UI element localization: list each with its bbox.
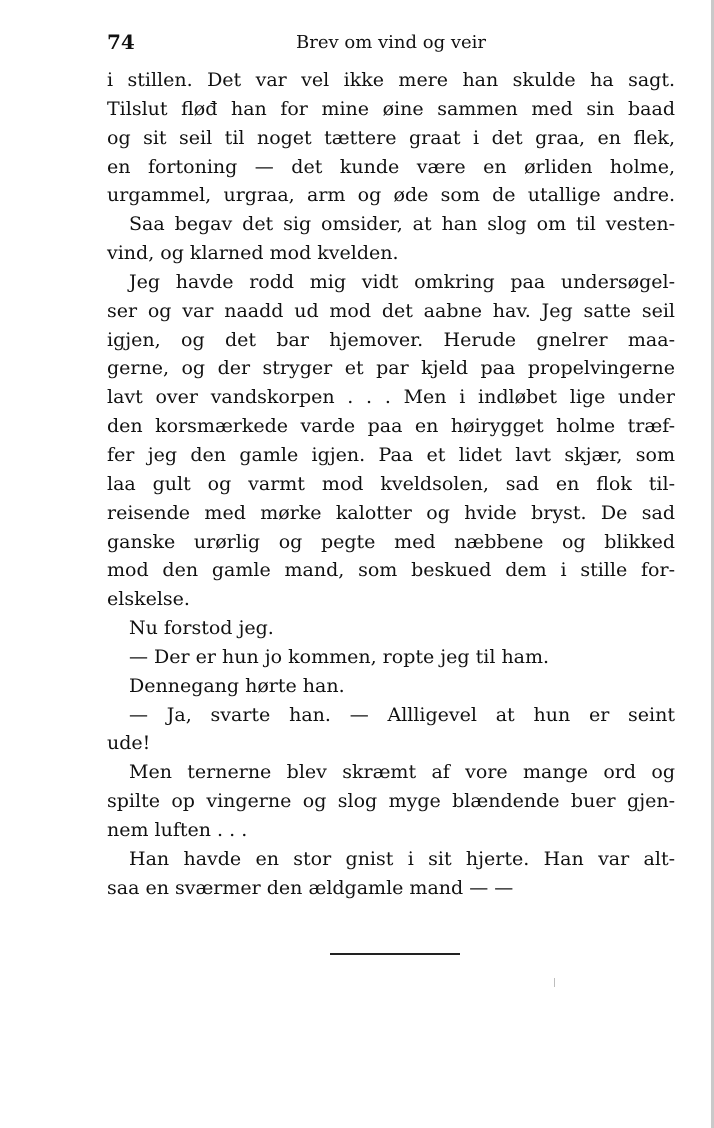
text-line: og sit seil til noget tættere graat i det graa, en flek, bbox=[107, 126, 675, 149]
text-line: i stillen. Det var vel ikke mere han skulde ha sagt. bbox=[107, 69, 675, 91]
text-line: en fortoning — det kunde være en ørliden holme, bbox=[107, 155, 675, 178]
text-line: reisende med mørke kalotter og hvide bryst. De sad bbox=[107, 501, 675, 524]
page-header bbox=[107, 30, 675, 60]
page-number: 74 bbox=[107, 30, 135, 54]
text-line: Tilslut fløđ han for mine øine sammen med sin baad bbox=[107, 97, 675, 120]
text-line: — Ja, svarte han. — Allligevel at hun er seint bbox=[129, 703, 675, 726]
body-text bbox=[107, 66, 675, 902]
text-line: spilte op vingerne og slog myge blændende buer gjen- bbox=[107, 790, 675, 813]
text-line: — Der er hun jo kommen, ropte jeg til ham. bbox=[129, 645, 550, 668]
text-line: mod den gamle mand, som beskued dem i stille for- bbox=[107, 559, 675, 582]
text-line: Men ternerne blev skræmt af vore mange ord og bbox=[129, 761, 675, 784]
text-line: ser og var naadd ud mod det aabne hav. Jeg satte seil bbox=[107, 299, 675, 322]
section-divider bbox=[330, 953, 460, 955]
text-line: gerne, og der stryger et par kjeld paa propelvingerne bbox=[107, 357, 675, 380]
text-line: den korsmærkede varde paa en høirygget holme træf- bbox=[107, 415, 675, 438]
running-title: Brev om vind og veir bbox=[295, 32, 487, 53]
text-line: fer jeg den gamle igjen. Paa et lidet lavt skjær, som bbox=[107, 443, 675, 466]
text-line: nem luften . . . bbox=[107, 818, 248, 841]
text-line: laa gult og varmt mod kveldsolen, sad en flok til- bbox=[107, 472, 675, 495]
text-line: Saa begav det sig omsider, at han slog om til vesten- bbox=[129, 213, 675, 236]
text-line: Jeg havde rodd mig vidt omkring paa undersøgel- bbox=[129, 270, 675, 293]
text-line: ganske urørlig og pegte med næbbene og blikked bbox=[107, 530, 675, 553]
text-line: Han havde en stor gnist i sit hjerte. Han var alt- bbox=[129, 847, 675, 870]
text-line: Nu forstod jeg. bbox=[129, 617, 274, 640]
text-line: igjen, og det bar hjemover. Herude gnelrer maa- bbox=[107, 328, 675, 351]
text-line: Dennegang hørte han. bbox=[129, 674, 345, 697]
text-line: lavt over vandskorpen . . . Men i indløbet lige under bbox=[107, 386, 675, 409]
text-line: vind, og klarned mod kvelden. bbox=[107, 242, 399, 265]
text-line: ude! bbox=[107, 732, 151, 755]
text-line: elskelse. bbox=[107, 588, 190, 611]
text-line: saa en sværmer den ældgamle mand — — bbox=[107, 876, 514, 899]
scan-mark bbox=[554, 978, 555, 987]
text-line: urgammel, urgraa, arm og øde som de utallige andre. bbox=[107, 184, 675, 207]
